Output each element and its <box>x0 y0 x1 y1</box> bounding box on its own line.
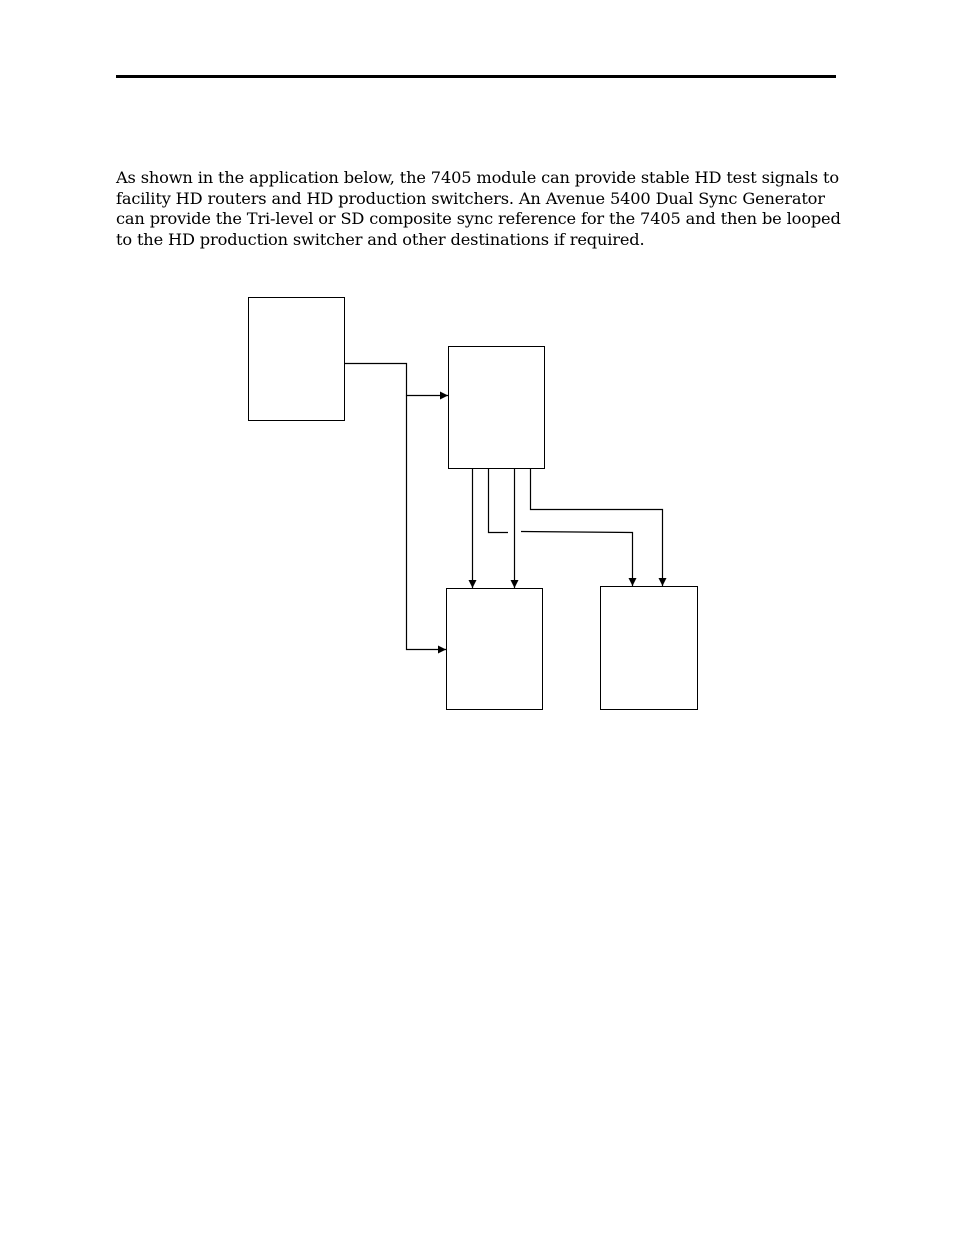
intro-line-3: can provide the Tri-level or SD composite sync reference for the 7405 and then be looped <box>116 209 841 228</box>
reference-loop-to-switcher <box>407 396 447 650</box>
intro-line-1: As shown in the application below, the 7405 module can provide stable HD test signals to <box>116 168 839 187</box>
module-output-3-to-router-stub <box>489 469 509 533</box>
intro-line-2: facility HD routers and HD production switchers. An Avenue 5400 Dual Sync Generator <box>116 188 825 208</box>
test-signal-module-box <box>449 347 545 469</box>
production-switcher-box <box>447 589 543 710</box>
module-output-4-to-router <box>531 469 663 587</box>
sync-generator-box <box>249 298 345 421</box>
reference-link-to-module <box>345 364 449 396</box>
module-output-3-to-router <box>521 532 633 587</box>
intro-line-4: to the HD production switcher and other destinations if required. <box>116 229 645 249</box>
router-box <box>601 587 698 710</box>
